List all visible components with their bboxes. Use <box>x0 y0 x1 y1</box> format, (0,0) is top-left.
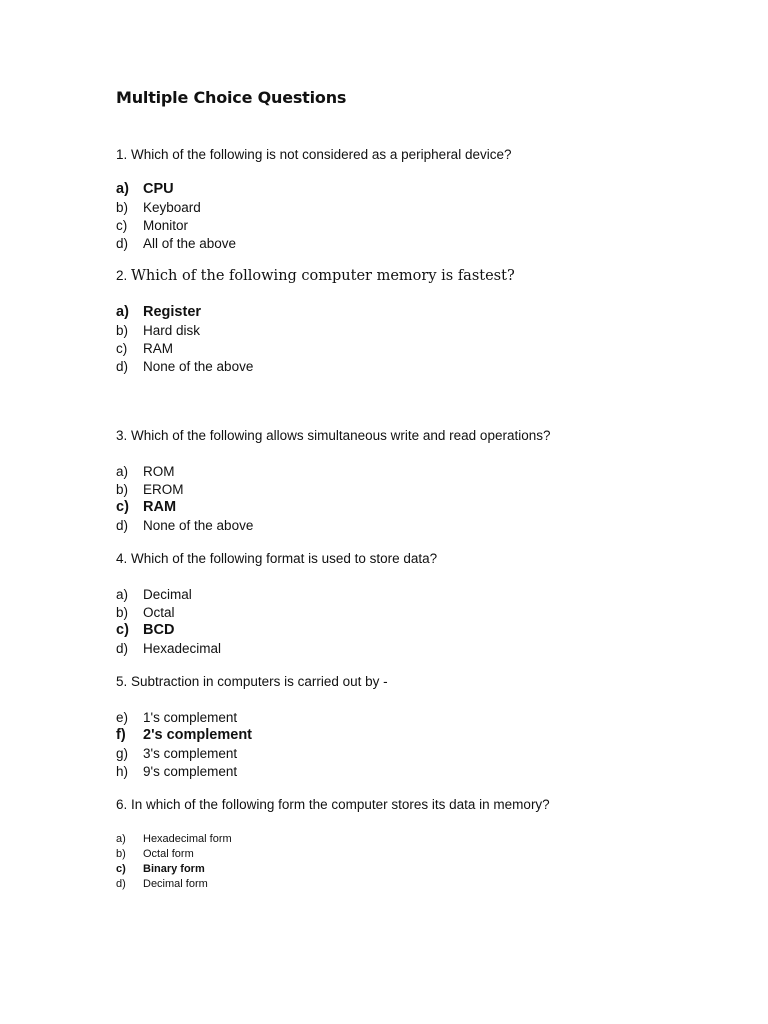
question-2-options <box>116 303 253 375</box>
option-text: Monitor <box>143 217 189 233</box>
option-text: CPU <box>143 181 174 197</box>
option-letter: b) <box>116 322 129 338</box>
option-letter: c) <box>116 340 128 356</box>
option-6c <box>116 861 232 876</box>
option-text: All of the above <box>143 235 237 251</box>
option-letter: e) <box>116 709 129 725</box>
option-text: ROM <box>143 463 175 479</box>
option-letter: g) <box>116 745 129 761</box>
option-6d <box>116 876 232 891</box>
option-5e <box>116 708 252 726</box>
option-letter: c) <box>116 499 129 515</box>
option-text: RAM <box>143 340 173 356</box>
option-text: None of the above <box>143 358 254 374</box>
option-letter: b) <box>116 604 129 620</box>
question-5-text: 5. Subtraction in computers is carried out by - <box>116 674 388 689</box>
question-6-options <box>116 831 232 891</box>
question-6-text: 6. In which of the following form the computer stores its data in memory? <box>116 797 550 812</box>
option-3d <box>116 516 253 534</box>
option-letter: a) <box>116 463 129 479</box>
option-text: EROM <box>143 481 184 497</box>
question-5-options <box>116 708 252 780</box>
option-3c <box>116 498 253 516</box>
option-letter: c) <box>116 862 126 875</box>
question-4-options <box>116 585 221 657</box>
option-2d <box>116 357 253 375</box>
option-text: Decimal form <box>143 877 208 890</box>
option-2a <box>116 303 253 321</box>
option-1d <box>116 234 236 252</box>
question-number: 2. <box>116 268 128 283</box>
option-text: None of the above <box>143 517 254 533</box>
option-letter: d) <box>116 235 129 251</box>
option-text: RAM <box>143 499 177 515</box>
option-letter: a) <box>116 304 129 320</box>
option-letter: a) <box>116 181 129 197</box>
option-1c <box>116 216 236 234</box>
option-6a <box>116 831 232 846</box>
option-6b <box>116 846 232 861</box>
option-letter: a) <box>116 586 129 602</box>
option-5f <box>116 726 252 744</box>
option-text: Decimal <box>143 586 192 602</box>
question-2-text <box>116 268 515 284</box>
option-letter: b) <box>116 847 126 860</box>
option-text: Octal form <box>143 847 194 860</box>
question-body: Which of the following computer memory is fastest? <box>131 268 515 284</box>
option-3b <box>116 480 253 498</box>
option-text: 1's complement <box>143 709 238 725</box>
option-letter: d) <box>116 877 126 890</box>
question-4-text: 4. Which of the following format is used to store data? <box>116 551 438 566</box>
option-4a <box>116 585 221 603</box>
option-text: Keyboard <box>143 199 201 215</box>
option-4d <box>116 639 221 657</box>
option-text: 3's complement <box>143 745 238 761</box>
option-1a <box>116 180 236 198</box>
option-letter: d) <box>116 640 129 656</box>
question-3-text: 3. Which of the following allows simultaneous write and read operations? <box>116 428 551 443</box>
option-text: Octal <box>143 604 175 620</box>
option-letter: c) <box>116 217 128 233</box>
option-4c <box>116 621 221 639</box>
option-letter: b) <box>116 481 129 497</box>
option-text: Binary form <box>143 862 205 875</box>
option-4b <box>116 603 221 621</box>
option-5g <box>116 744 252 762</box>
option-text: 9's complement <box>143 763 238 779</box>
option-1b <box>116 198 236 216</box>
option-text: Hexadecimal form <box>143 832 232 845</box>
option-text: Register <box>143 304 202 320</box>
option-2b <box>116 321 253 339</box>
option-3a <box>116 462 253 480</box>
option-text: Hard disk <box>143 322 201 338</box>
option-text: 2's complement <box>143 727 253 743</box>
question-1-options <box>116 180 236 252</box>
page-title: Multiple Choice Questions <box>116 88 347 107</box>
question-1-text: 1. Which of the following is not considered as a peripheral device? <box>116 147 512 162</box>
option-text: Hexadecimal <box>143 640 222 656</box>
option-text: BCD <box>143 622 175 638</box>
option-letter: a) <box>116 832 126 845</box>
option-5h <box>116 762 252 780</box>
option-letter: c) <box>116 622 129 638</box>
option-letter: d) <box>116 517 129 533</box>
option-letter: d) <box>116 358 129 374</box>
option-2c <box>116 339 253 357</box>
question-3-options <box>116 462 253 534</box>
option-letter: f) <box>116 727 126 743</box>
option-letter: b) <box>116 199 129 215</box>
option-letter: h) <box>116 763 129 779</box>
